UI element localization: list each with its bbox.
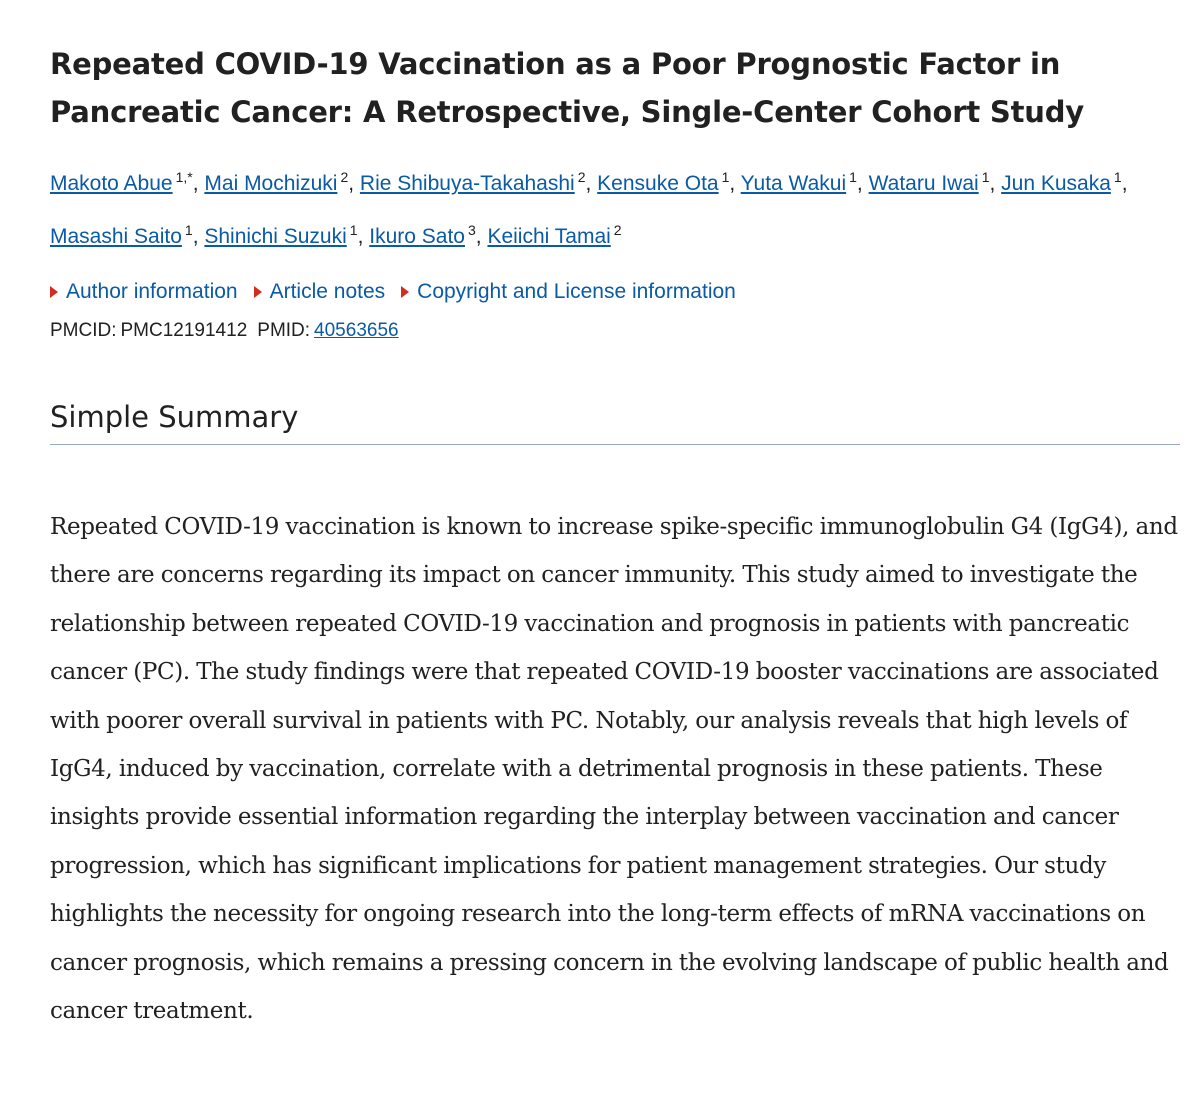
triangle-right-icon (254, 286, 262, 298)
triangle-right-icon (50, 286, 58, 298)
author-link[interactable]: Yuta Wakui (740, 172, 847, 195)
affiliation-marker: 1 (349, 222, 358, 238)
affiliation-marker: 1 (981, 169, 990, 185)
article-notes-toggle[interactable] (254, 280, 386, 304)
author-link[interactable]: Ikuro Sato (369, 225, 465, 248)
author-link[interactable]: Masashi Saito (50, 225, 182, 248)
affiliation-marker: 2 (577, 169, 586, 185)
triangle-right-icon (401, 286, 409, 298)
article-title: Repeated COVID-19 Vaccination as a Poor Prognostic Factor in Pancreatic Cancer: A Retrospective, Single-Center Cohort Study (50, 47, 1084, 129)
author-link[interactable]: Rie Shibuya-Takahashi (359, 172, 575, 195)
article-page (50, 40, 1180, 1035)
copyright-license-toggle[interactable] (401, 280, 736, 304)
pmid-label: PMID: (257, 320, 311, 341)
article-notes-label: Article notes (269, 280, 386, 303)
author-information-toggle[interactable] (50, 280, 238, 304)
author-link[interactable]: Kensuke Ota (597, 172, 719, 195)
pmid-link[interactable]: 40563656 (314, 320, 399, 341)
author-link[interactable]: Wataru Iwai (868, 172, 979, 195)
summary-paragraph: Repeated COVID-19 vaccination is known to increase spike-specific immunoglobulin G4 (IgG4), and there are concerns regarding its impact on cancer immunity. This study aimed to investigate the relationship between repeated COVID-19 vaccination and prognosis in patients with pancreatic cancer (PC). The study findings were that repeated COVID-19 booster vaccinations are associated with poorer overall survival in patients with PC. Notably, our analysis reveals that high levels of IgG4, induced by vaccination, correlate with a detrimental prognosis in these patients. These insights provide essential information regarding the interplay between vaccination and cancer progression, which has significant implications for patient management strategies. Our study highlights the necessity for ongoing research into the long-term effects of mRNA vaccinations on cancer prognosis, which remains a pressing concern in the evolving landscape of public health and cancer treatment. (50, 514, 1178, 1025)
section-heading: Simple Summary (50, 400, 1180, 445)
author-link[interactable]: Keiichi Tamai (487, 225, 611, 248)
affiliation-marker: 2 (340, 169, 349, 185)
author-link[interactable]: Makoto Abue (50, 172, 173, 195)
pmcid-value: PMC12191412 (120, 320, 248, 341)
article-info-toggles (50, 280, 1180, 304)
affiliation-marker: 1,* (175, 169, 193, 185)
copyright-license-label: Copyright and License information (417, 280, 736, 303)
article-identifiers (50, 320, 1180, 342)
author-link[interactable]: Mai Mochizuki (204, 172, 338, 195)
author-information-label: Author information (66, 280, 238, 303)
pmcid-label: PMCID: (50, 320, 117, 341)
affiliation-marker: 1 (1113, 169, 1122, 185)
affiliation-marker: 3 (467, 222, 476, 238)
author-link[interactable]: Shinichi Suzuki (204, 225, 347, 248)
affiliation-marker: 2 (613, 222, 622, 238)
affiliation-marker: 1 (721, 169, 730, 185)
author-link[interactable]: Jun Kusaka (1001, 172, 1111, 195)
author-list: Makoto Abue $^{1,*}$, Mai Mochizuki $^2$, Rie Shibuya-Takahashi $^2$, Kensuke Ota $^1$, Yuta Wakui $^1$, Wataru Iwai $^1$, Jun Kusaka $^1$, Masashi Saito $^1$, Shinichi Suzuki $^1$, Ikuro Sato $^3$, Keiichi Tamai $^2$ (50, 169, 1128, 248)
affiliation-marker: 1 (849, 169, 857, 185)
affiliation-marker: 1 (184, 222, 193, 238)
